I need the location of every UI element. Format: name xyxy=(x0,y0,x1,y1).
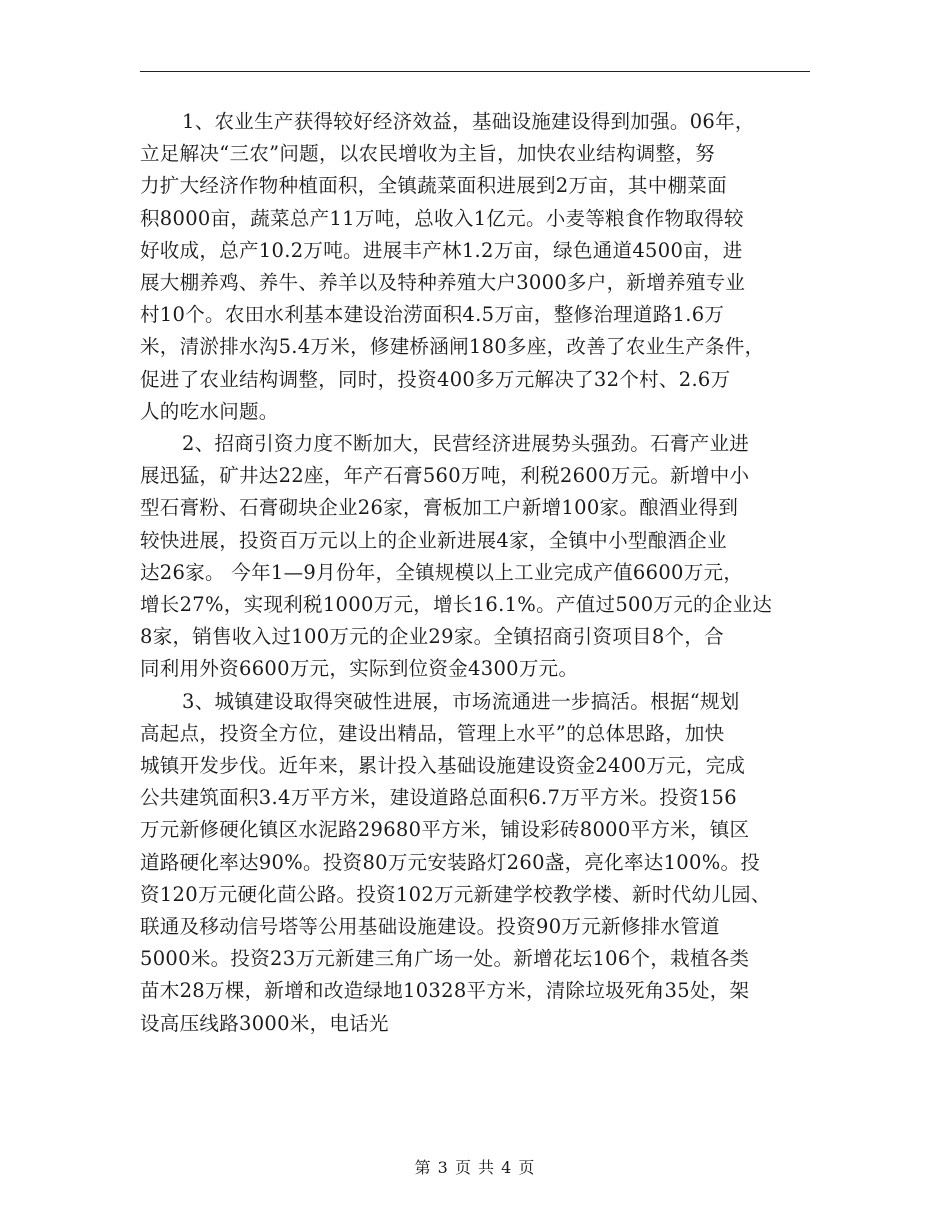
text-line: 型石膏粉、石膏砌块企业26家，膏板加工户新增100家。酿酒业得到 xyxy=(140,496,739,520)
text-line: 展迅猛，矿井达22座，年产石膏560万吨，利税2600万元。新增中小 xyxy=(140,464,750,488)
text-line: 8家，销售收入过100万元的企业29家。全镇招商引资项目8个，合 xyxy=(140,625,724,649)
text-line: 展大棚养鸡、养牛、养羊以及特种养殖大户3000多户，新增养殖专业 xyxy=(140,271,746,295)
body-text xyxy=(140,106,820,1040)
text-line: 3、城镇建设取得突破性进展，市场流通进一步搞活。根据“规划 xyxy=(182,689,740,713)
text-line: 公共建筑面积3.4万平方米，建设道路总面积6.7万平方米。投资156 xyxy=(140,786,737,810)
text-line: 联通及移动信号塔等公用基础设施建设。投资90万元新修排水管道 xyxy=(140,915,720,939)
paragraph xyxy=(140,428,820,686)
text-line: 力扩大经济作物种植面积，全镇蔬菜面积进展到2万亩，其中棚菜面 xyxy=(140,174,727,198)
page-footer: 第 3 页 共 4 页 xyxy=(414,1158,536,1177)
text-line: 立足解决“三农”问题，以农民增收为主旨，加快农业结构调整，努 xyxy=(140,142,715,166)
text-line: 设高压线路3000米，电话光 xyxy=(140,1011,389,1035)
text-line: 同利用外资6600万元，实际到位资金4300万元。 xyxy=(140,657,579,681)
text-line: 好收成，总产10.2万吨。进展丰产林1.2万亩，绿色通道4500亩，进 xyxy=(140,238,743,262)
text-line: 达26家。 今年1—9月份年，全镇规模以上工业完成产值6600万元， xyxy=(140,560,744,584)
text-line: 道路硬化率达90%。投资80万元安装路灯260盏，亮化率达100%。投 xyxy=(140,850,761,874)
paragraph xyxy=(140,106,820,428)
text-line: 较快进展，投资百万元以上的企业新进展4家，全镇中小型酿酒企业 xyxy=(140,528,727,552)
text-line: 2、招商引资力度不断加大，民营经济进展势头强劲。石膏产业进 xyxy=(182,432,750,456)
text-line: 米，清淤排水沟5.4万米，修建桥涵闸180多座，改善了农业生产条件， xyxy=(140,335,765,359)
text-line: 促进了农业结构调整，同时，投资400多万元解决了32个村、2.6万 xyxy=(140,367,731,391)
text-line: 5000米。投资23万元新建三角广场一处。新增花坛106个，栽植各类 xyxy=(140,947,750,971)
text-line: 人的吃水问题。 xyxy=(140,399,279,423)
text-line: 增长27%，实现利税1000万元，增长16.1%。产值过500万元的企业达 xyxy=(140,593,773,617)
text-line: 城镇开发步伐。近年来，累计投入基础设施建设资金2400万元，完成 xyxy=(140,754,746,778)
text-line: 资120万元硬化茴公路。投资102万元新建学校教学楼、新时代幼儿园、 xyxy=(140,882,771,906)
text-line: 积8000亩，蔬菜总产11万吨，总收入1亿元。小麦等粮食作物取得较 xyxy=(140,206,744,230)
paragraph xyxy=(140,686,820,1040)
text-line: 村10个。农田水利基本建设治涝面积4.5万亩，整修治理道路1.6万 xyxy=(140,303,725,327)
text-line: 高起点，投资全方位，建设出精品，管理上水平”的总体思路，加快 xyxy=(140,721,725,745)
header-rule xyxy=(140,71,810,72)
text-line: 万元新修硬化镇区水泥路29680平方米，铺设彩砖8000平方米，镇区 xyxy=(140,818,750,842)
text-line: 1、农业生产获得较好经济效益，基础设施建设得到加强。06年， xyxy=(182,110,755,133)
text-line: 苗木28万棵，新增和改造绿地10328平方米，清除垃圾死角35处，架 xyxy=(140,979,750,1003)
